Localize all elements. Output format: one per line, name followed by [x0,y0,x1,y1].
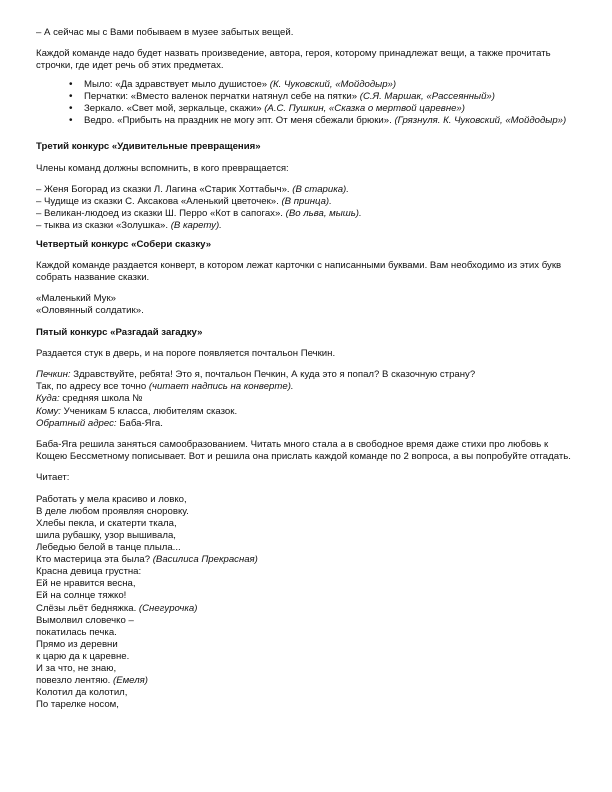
poem-line: Хлебы пекла, и скатерти ткала, [36,517,177,529]
list-item: – Великан-людоед из сказки Ш. Перро «Кот в сапогах». (Во льва, мышь). [36,208,362,220]
poem-line: В деле любом проявляя сноровку. [36,505,189,517]
list-item: • Мыло: «Да здравствует мыло душистое» (К. Чуковский, «Мойдодыр») [84,79,576,91]
poem-line: повезло лентяю. (Емеля) [36,675,148,687]
riddle-poem [36,494,576,712]
poem-line: Красна девица грустна: [36,566,142,578]
list-item: • Перчатки: «Вместо валенок перчатки натянул себе на пятки» (С.Я. Маршак, «Рассеянный») [84,91,576,103]
poem-line: Работать у мела красиво и ловко, [36,493,187,505]
contest5-text: Раздается стук в дверь, и на пороге появляется почтальон Печкин. [36,347,336,359]
contest5-heading: Пятый конкурс «Разгадай загадку» [36,326,203,338]
museum-items-list [36,79,576,128]
return-address-line: Обратный адрес: Баба-Яга. [36,417,163,429]
list-item: – Чудище из сказки С. Аксакова «Аленький цветочек». (В принца). [36,196,332,208]
task-paragraph: Каждой команде надо будет назвать произведение, автора, героя, которому принадлежат вещи, а также прочитать строчки, где идет речь об этих предметах. [36,48,551,72]
contest3-heading: Третий конкурс «Удивительные превращения» [36,141,261,153]
document-page [36,27,576,711]
poem-line: Вымолвил словечко – [36,614,134,626]
poem-line: к царю да к царевне. [36,650,130,662]
list-item: • Ведро. «Прибыть на праздник не могу эпт. От меня сбежали брюки». (Грязнуля. К. Чуковский, «Мойдодыр») [84,115,576,127]
contest4-answer-2: «Оловянный солдатик». [36,305,144,317]
pechkin-block [36,369,576,430]
komu-line: Кому: Ученикам 5 класса, любителям сказок. [36,405,238,417]
poem-line: Слёзы льёт бедняжка. (Снегурочка) [36,602,198,614]
list-item: – Женя Богорад из сказки Л. Лагина «Старик Хоттабыч». (В старика). [36,183,349,195]
list-item: • Зеркало. «Свет мой, зеркальце, скажи» (А.С. Пушкин, «Сказка о мертвой царевне») [84,103,576,115]
poem-line: Лебедью белой в танце плыла... [36,542,181,554]
contest4-answer-1: «Маленький Мук» [36,293,117,305]
reads-label: Читает: [36,472,70,484]
pechkin-line: Печкин: Здравствуйте, ребята! Это я, почтальон Печкин, А куда это я попал? В сказочную страну? [36,369,476,381]
contest3-list [36,184,576,233]
poem-line: Прямо из деревни [36,638,118,650]
intro-line: – А сейчас мы с Вами побываем в музее забытых вещей. [36,27,294,38]
poem-line: И за что, не знаю, [36,663,117,674]
kuda-line: Куда: средняя школа № [36,393,143,405]
poem-line: шила рубашку, узор вышивала, [36,529,176,541]
address-line: Так, по адресу все точно (читает надпись на конверте). [36,381,294,393]
baba-yaga-paragraph: Баба-Яга решила заняться самообразованием. Читать много стала а в свободное время даже стихи про любовь к Кощею Бессметному пописывает. Вот и решила она прислать каждой команде по 2 вопроса, а вы попробуйте отгадать. [36,439,571,463]
list-item: – тыква из сказки «Золушка». (В карету). [36,220,222,232]
poem-line: Кто мастерица эта была? (Василиса Прекрасная) [36,554,258,566]
contest4-text: Каждой команде раздается конверт, в котором лежат карточки с написанными буквами. Вам необходимо из этих букв собрать название сказки. [36,259,562,284]
poem-line: покатилась печка. [36,626,117,638]
contest4-heading: Четвертый конкурс «Собери сказку» [36,238,212,250]
poem-line: По тарелке носом, [36,699,119,711]
poem-line: Колотил да колотил, [36,687,128,699]
contest3-text: Члены команд должны вспомнить, в кого превращается: [36,162,289,174]
poem-line: Ей не нравится весна, [36,578,136,590]
poem-line: Ей на солнце тяжко! [36,590,127,602]
